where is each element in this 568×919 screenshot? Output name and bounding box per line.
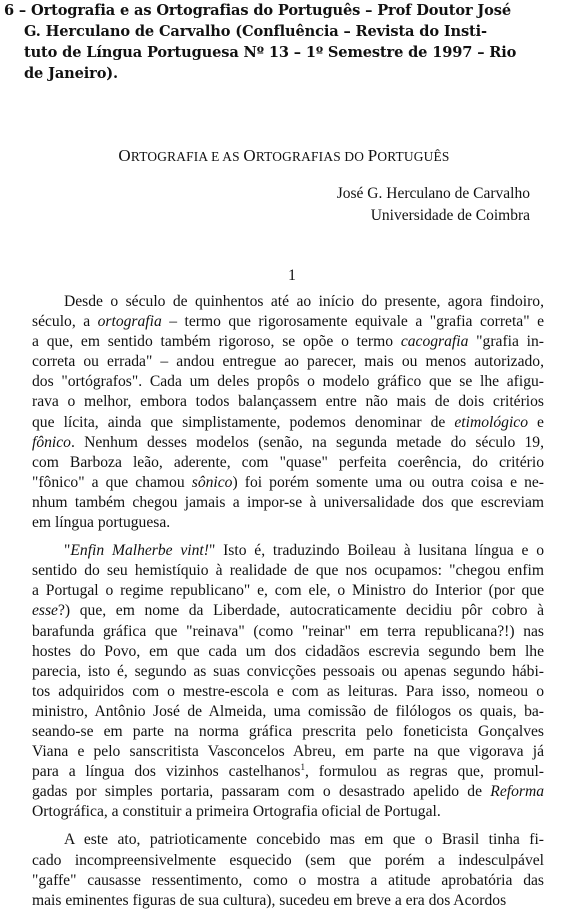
title-part: RTOGRAFIAS DO [255,149,368,164]
text-line: "Enfin Malherbe vint!" Isto é, traduzindo Boileau à lusitana língua e o [64,542,544,560]
text-line: mais eminentes figuras de sua cultura), sucedeu em breve a era dos Acordos [32,891,507,909]
text-line: "fônico" a que chamou sônico) foi porém somente uma ou outra coisa e ne- [32,473,544,491]
text-line: século, a ortografia – termo que rigorosamente equivale a "grafia correta" e [32,313,544,331]
article-body [32,292,544,919]
italic-term: Enfin Malherbe vint! [70,542,209,560]
body-paragraph [32,541,544,822]
text-line: que lícita, ainda que simplistamente, podemos denominar de etimológico e [32,413,544,431]
text-line: em língua portuguesa. [32,514,171,532]
footnote-marker[interactable]: 1 [300,762,305,773]
source-reference-line: de Janeiro). [24,65,118,82]
text-line: A este ato, patrioticamente concebido mas em que o Brasil tinha fi- [64,831,544,849]
title-part: O [118,146,131,165]
text-line: fônico. Nenhum desses modelos (senão, na segunda metade do século 19, [32,433,544,451]
text-line: ministro, Antônio José de Almeida, uma comissão de filólogos os quais, ba- [32,702,544,720]
text-line: hostes do Povo, em que cada um dos cidadãos escrevia segundo bem lhe [32,642,544,660]
section-number: 1 [288,267,296,284]
text-line: gadas por simples portaria, passaram com o desastrado apelido de Reforma [32,783,544,801]
title-part: RTOGRAFIA E AS [130,149,244,164]
title-part: O [243,146,256,165]
text-line: cado incompreensivelmente esquecido (sem que porém a indesculpável [32,851,544,869]
text-line: Viana e pelo sanscritista Vasconcelos Abreu, em parte na que vigorava já [32,743,544,761]
title-part: P [367,146,378,165]
text-line: com Barboza leão, aderente, com "quase" perfeita coerência, do critério [32,453,544,471]
italic-term: esse [32,602,58,620]
text-line: Ortográfica, a constituir a primeira Ortografia oficial de Portugal. [32,803,441,821]
italic-term: sônico [191,473,233,491]
text-line: "gaffe" causasse ressentimento, como o mostra a atitude aprobatória das [32,871,544,889]
source-reference [4,0,560,84]
text-line: a Portugal o regime republicano" e, com ele, o Ministro do Interior (por que [32,582,544,600]
text-line: Desde o século de quinhentos até ao início do presente, agora findoiro, [64,293,544,310]
text-line: dos "ortógrafos". Cada um deles propôs o modelo gráfico que se lhe afigu- [32,373,544,391]
italic-term: fônico [32,433,71,451]
text-line: sentido do seu hemistíquio à realidade de que nos ocupamos: "chegou enfim [32,562,544,580]
text-line: correta ou errada" – andou entregue ao parecer, mais ou menos autorizado, [32,353,544,371]
text-line: a que, em sentido também rigoroso, se opõe o termo cacografia "grafia in- [32,333,544,351]
text-line: parecia, isto é, segundo as suas convicções pessoais ou apenas segundo hábi- [32,662,544,680]
text-line: para a língua dos vizinhos castelhanos$^1$, formulou as regras que, promul- [32,762,544,781]
text-line: tos adquiridos com o mestre-escola e com as leituras. Para isso, nomeou o [32,682,544,700]
source-reference-line: 6 – Ortografia e as Ortografias do Português – Prof Doutor José [4,2,511,19]
text-line: barafunda gráfica que "reinava" (como "reinar" em terra republicana?!) nas [32,622,544,640]
author-affiliation: Universidade de Coimbra [370,207,530,224]
text-line: rava o melhor, embora todos balançassem entre não mais de dois critérios [32,393,544,411]
source-reference-line: G. Herculano de Carvalho (Confluência – Revista do Insti- [24,23,487,40]
body-paragraph [32,830,544,910]
source-reference-line: tuto de Língua Portuguesa Nº 13 – 1º Semestre de 1997 – Rio [24,44,517,61]
text-line: esse?) que, em nome da Liberdade, autocraticamente decidiu pôr cobro à [32,602,544,620]
italic-term: Reforma [490,783,544,801]
text-line: nhum também chegou jamais a impor-se à universalidade dos que escreviam [32,493,544,511]
article-title [0,146,568,166]
italic-term: ortografia [97,313,162,331]
author-name: José G. Herculano de Carvalho [336,185,530,202]
italic-term: cacografia [400,333,469,351]
italic-term: etimológico [454,413,528,431]
text-line: seando-se em parte na norma gráfica prescrita pelo foneticista Gonçalves [32,722,544,740]
body-paragraph [32,292,544,533]
title-part: ORTUGUÊS [377,149,450,164]
